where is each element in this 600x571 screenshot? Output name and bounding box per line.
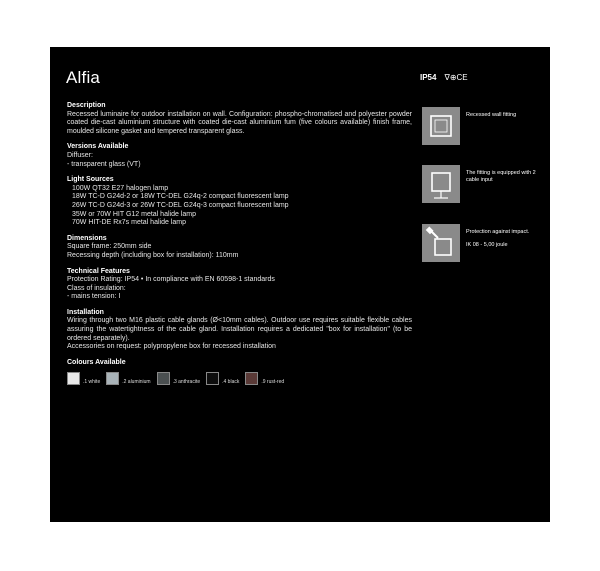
colour-swatch [67, 372, 80, 385]
spec-sheet [50, 47, 550, 522]
installation-accessories: Accessories on request: polypropylene box for recessed installation [67, 343, 276, 351]
spec-content [67, 102, 412, 392]
technical-heading: Technical Features [67, 267, 130, 275]
versions-heading: Versions Available [67, 143, 129, 151]
feature-impact [422, 224, 542, 262]
colour-option [157, 372, 201, 385]
cable-input-icon [422, 165, 460, 203]
impact-protection-icon [422, 224, 460, 262]
light-source-item: 100W QT32 E27 halogen lamp [72, 184, 169, 192]
dimensions-line: Square frame: 250mm side [67, 243, 152, 251]
colour-label: .4 black [222, 379, 240, 386]
colour-swatches [67, 372, 412, 385]
feature-text: Recessed wall fitting [466, 112, 517, 118]
description-text: Recessed luminaire for outdoor installation on wall. Configuration: phospho-chromatised and polyester powder coated die-cast aluminium structure with coated die-cast aluminium fum (five colours available) finish frame, moulded silicone gasket and tempered transparent glass. [67, 110, 412, 135]
versions-section [67, 143, 412, 169]
description-section [67, 102, 412, 136]
feature-text-block [466, 224, 529, 249]
colour-label: .9 rust-red [261, 379, 285, 386]
light-source-item: 18W TC-D G24d-2 or 18W TC-DEL G24q-2 compact fluorescent lamp [72, 193, 289, 201]
colour-swatch [245, 372, 258, 385]
technical-section [67, 268, 412, 302]
technical-line: Protection Rating: IP54 • In compliance with EN 60598-1 standards [67, 276, 275, 284]
colour-swatch [106, 372, 119, 385]
ip-rating: IP54 [420, 73, 437, 82]
dimensions-line: Recessing depth (including box for installation): 110mm [67, 251, 239, 259]
technical-line: Class of insulation: [67, 284, 126, 292]
light-source-item: 35W or 70W HIT G12 metal halide lamp [72, 210, 196, 218]
feature-text: Protection against impact. [466, 229, 530, 235]
colour-option [67, 372, 100, 385]
dimensions-heading: Dimensions [67, 234, 107, 242]
recessed-wall-icon [422, 107, 460, 145]
impact-rating: IK 08 - 5,00 joule [466, 241, 508, 248]
versions-line: - transparent glass (VT) [67, 160, 141, 168]
dimensions-section [67, 235, 412, 261]
colour-label: .2 aluminium [122, 379, 151, 386]
feature-recessed [422, 107, 542, 145]
colours-section [67, 359, 412, 386]
installation-section [67, 309, 412, 352]
colour-label: .3 anthracite [172, 379, 201, 386]
light-source-item: 70W HIT-DE Rx7s metal halide lamp [72, 219, 186, 227]
colour-option [206, 372, 239, 385]
colour-swatch [157, 372, 170, 385]
cert-symbols: ∇⊕CE [444, 73, 468, 82]
certification-marks [420, 73, 468, 82]
technical-line: - mains tension: I [67, 293, 121, 301]
light-source-item: 26W TC-D G24d-3 or 26W TC-DEL G24q-3 compact fluorescent lamp [72, 201, 289, 209]
product-title: Alfia [66, 68, 101, 87]
versions-line: Diffuser: [67, 151, 93, 159]
colour-swatch [206, 372, 219, 385]
colour-label: .1 white [83, 379, 101, 386]
description-heading: Description [67, 102, 106, 109]
colours-heading: Colours Available [67, 358, 126, 366]
feature-cable-input [422, 165, 542, 203]
installation-text: Wiring through two M16 plastic cable glands (Ø<10mm cables). Outdoor use requires suitable flexible cables assuring the watertightness of the cable gland. Installation requires a dedicated "box for installation" (to be ordered separately). [67, 317, 412, 342]
feature-text: The fitting is equipped with 2 cable input [466, 170, 536, 183]
colour-option [245, 372, 284, 385]
light-sources-heading: Light Sources [67, 176, 114, 184]
installation-heading: Installation [67, 308, 104, 316]
light-sources-section [67, 176, 412, 228]
colour-option [106, 372, 150, 385]
